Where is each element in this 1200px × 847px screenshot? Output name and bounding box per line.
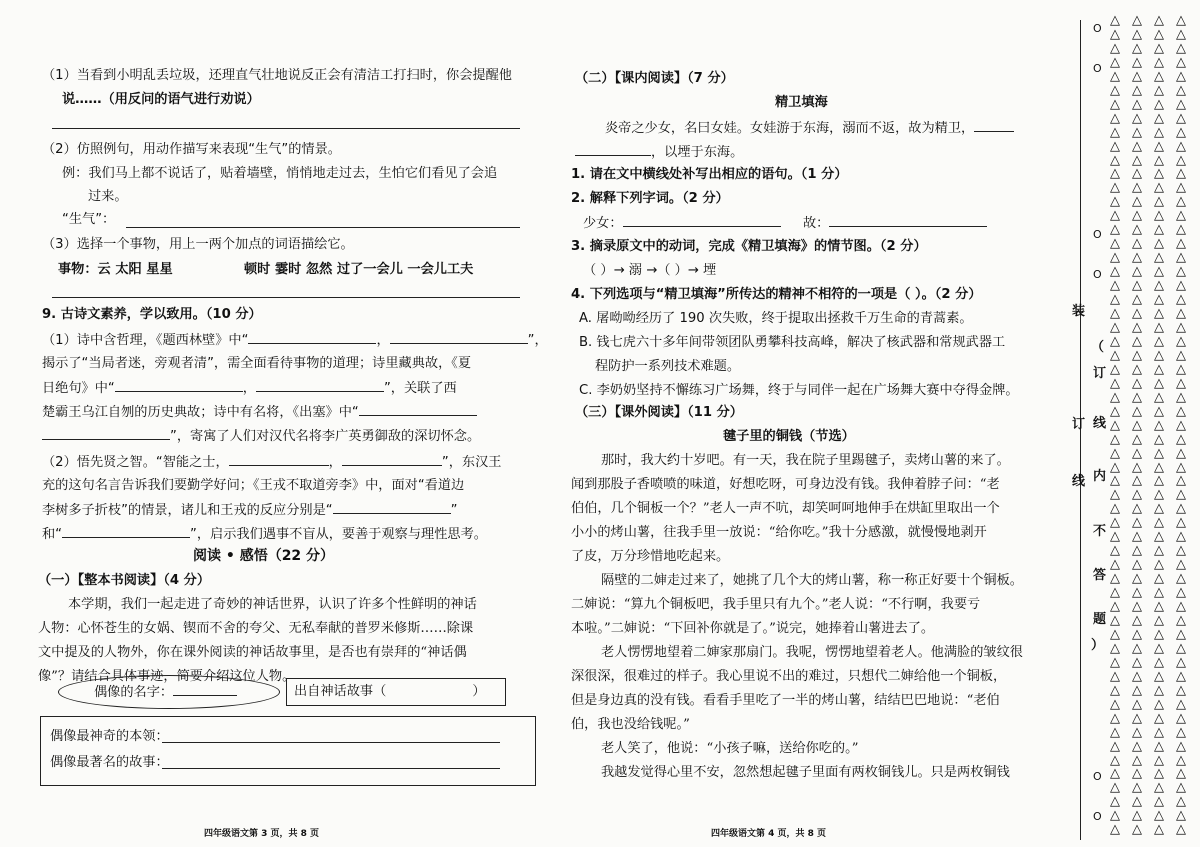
binding-char: 线 — [1093, 416, 1107, 431]
classical-text: 炎帝之少女，名曰女娃。女娃游于东海，溺而不返，故为精卫， — [605, 119, 1014, 138]
idol-detail-box — [40, 716, 536, 786]
q8-3-words: 顿时 霎时 忽然 过了一会儿 一会儿工夫 — [244, 262, 474, 277]
answer-line[interactable] — [162, 742, 500, 743]
triangle-pattern-icon: △ △ △ △ △ △ △ △ △ △ △ △ △ △ △ △ △ △ △ △ △ △ △ △ △ △ △ △ △ △ △ △ △ △ △ △ △ △ △ △ △ △ △ △ △ △ △ △ △ △ △ △ △ △ △ △ △ △ △ — [1132, 13, 1142, 838]
binding-char: 内 — [1093, 469, 1107, 484]
q8-3-line1: （3）选择一个事物，用上一两个加点的词语描绘它。 — [42, 237, 354, 252]
binding-hole-icon: O — [1093, 810, 1102, 823]
q9-1-b: 揭示了“当局者迷，旁观者清”，需全面看待事物的道理；诗里藏典故，《夏 — [42, 356, 472, 371]
binding-hole-icon: O — [1093, 22, 1102, 35]
question-1: 1. 请在文中横线处补写出相应的语句。（1 分） — [571, 167, 848, 182]
page-footer: 四年级语文第 3 页，共 8 页 — [204, 829, 320, 839]
story-para: 本啦。”二婶说：“下回补你就是了。”说完，她捧着山薯进去了。 — [571, 621, 935, 636]
answer-line[interactable] — [52, 297, 520, 298]
story-para: 深很深，很难过的样子。我心里说不出的难过，只想代二婶给他一个铜板， — [571, 669, 1007, 684]
part1-para: 本学期，我们一起走进了奇妙的神话世界，认识了许多个性鲜明的神话 — [68, 597, 477, 612]
story-title: 毽子里的铜钱（节选） — [723, 429, 855, 444]
story-para: 老人愣愣地望着二婶家那扇门。我呢，愣愣地望着老人。他满脸的皱纹很 — [601, 645, 1023, 660]
binding-char: 装 — [1072, 304, 1086, 319]
part1-para: 像”？请结合具体事迹，简要介绍这位人物。 — [38, 669, 296, 684]
option-a[interactable]: A. 屠呦呦经历了 190 次失败，终于提取出拯救千万生命的青蒿素。 — [579, 311, 973, 326]
text-title: 精卫填海 — [775, 95, 828, 110]
q9-1-a: （1）诗中含哲理，《题西林壁》中“ ， ”， — [42, 333, 548, 348]
part1-para: 人物：心怀苍生的女娲、锲而不舍的夸父、无私奉献的普罗米修斯……除课 — [38, 621, 474, 636]
q2-a: 少女： — [583, 214, 781, 233]
option-b-cont: 程防护一系列技术难题。 — [595, 359, 741, 374]
binding-hole-icon: O — [1093, 268, 1102, 281]
part1-title: （一）【整本书阅读】（4 分） — [38, 573, 211, 588]
story-para: 二婶说：“算九个铜板吧，我手里只有九个。”老人说：“不行啊，我要亏 — [571, 597, 981, 612]
q8-1-line1: （1）当看到小明乱丢垃圾，还理直气壮地说反正会有清洁工打扫时，你会提醒他 — [42, 68, 512, 83]
idol-story-label: 偶像最著名的故事： — [50, 755, 169, 770]
q9-title: 9. 古诗文素养，学以致用。（10 分） — [42, 307, 262, 322]
binding-char: 订 — [1072, 417, 1086, 432]
binding-char: 订 — [1093, 366, 1107, 381]
option-b[interactable]: B. 钱七虎六十多年间带领团队勇攀科技高峰，解决了核武器和常规武器工 — [579, 335, 1006, 350]
story-source-label: 出自神话故事（ ） — [294, 684, 486, 699]
q8-2-line1: （2）仿照例句，用动作描写来表现“生气”的情景。 — [42, 142, 341, 157]
triangle-pattern-icon: △ △ △ △ △ △ △ △ △ △ △ △ △ △ △ △ △ △ △ △ △ △ △ △ △ △ △ △ △ △ △ △ △ △ △ △ △ △ △ △ △ △ △ △ △ △ △ △ △ △ △ △ △ △ △ △ △ △ △ — [1110, 13, 1120, 838]
binding-char: 题 — [1093, 612, 1107, 627]
story-para: 小小的烤山薯，往我手里一放说：“给你吃。”我十分感激，就慢慢地剥开 — [571, 525, 987, 540]
question-3: 3. 摘录原文中的动词，完成《精卫填海》的情节图。（2 分） — [571, 239, 927, 254]
classical-text: ，以堙于东海。 — [575, 143, 743, 162]
q9-2-d: 和“ ”，启示我们遇事不盲从，要善于观察与理性思考。 — [42, 527, 487, 542]
story-para: 闻到那股子香喷喷的味道，好想吃呀，可身边没有钱。我伸着脖子问：“老 — [571, 477, 1000, 492]
story-para: 但是身边真的没有钱。看看手里吃了一半的烤山薯，结结巴巴地说：“老伯 — [571, 693, 1000, 708]
story-para: 隔壁的二婶走过来了，她挑了几个大的烤山薯，称一称正好要十个铜板。 — [601, 573, 1023, 588]
q8-2-label: “生气”： — [62, 212, 116, 227]
triangle-pattern-icon: △ △ △ △ △ △ △ △ △ △ △ △ △ △ △ △ △ △ △ △ △ △ △ △ △ △ △ △ △ △ △ △ △ △ △ △ △ △ △ △ △ △ △ △ △ △ △ △ △ △ △ △ △ △ △ △ △ △ △ — [1154, 13, 1164, 838]
question-2: 2. 解释下列字词。（2 分） — [571, 191, 729, 206]
story-para: 伯伯，几个铜板一个？”老人一声不吭，却笑呵呵地伸手在烘缸里取出一个 — [571, 501, 1000, 516]
q2-b: 故： — [803, 214, 987, 233]
q8-2-example: 例：我们马上都不说话了，贴着墙壁，悄悄地走过去，生怕它们看见了会追 — [62, 166, 498, 181]
binding-char: 不 — [1093, 524, 1107, 539]
binding-hole-icon: O — [1093, 62, 1102, 75]
answer-line[interactable] — [52, 128, 520, 129]
part3-title: （三）【课外阅读】（11 分） — [575, 405, 743, 420]
story-para: 了皮，万分珍惜地吃起来。 — [571, 549, 730, 564]
q8-1-line2: 说……（用反问的语气进行劝说） — [62, 92, 260, 107]
q9-2-b: 充的这句名言告诉我们要勤学好问；《王戎不取道旁李》中，面对“看道边 — [42, 478, 465, 493]
q9-2-c: 李树多子折枝”的情景，诸儿和王戎的反应分别是“ ” — [42, 503, 458, 518]
page-footer: 四年级语文第 4 页，共 8 页 — [711, 829, 827, 839]
binding-char: 线 — [1072, 474, 1086, 489]
section-reading-title: 阅读 • 感悟（22 分） — [193, 548, 335, 564]
q9-1-d: 楚霸王乌江自刎的历史典故；诗中有名将，《出塞》中“ — [42, 403, 477, 422]
binding-paren: ） — [1091, 638, 1105, 653]
part1-para: 文中提及的人物外，你在课外阅读的神话故事里，是否也有崇拜的“神话偶 — [38, 645, 467, 660]
q9-1-e: ”，寄寓了人们对汉代名将李广英勇御敌的深切怀念。 — [42, 427, 480, 446]
part2-title: （二）【课内阅读】（7 分） — [575, 71, 734, 86]
story-para: 伯，我也没给钱呢。” — [571, 717, 690, 732]
q9-2-a: （2）悟先贤之智。“智能之士， ， ”，东汉王 — [42, 455, 502, 470]
q8-3-things: 事物：云 太阳 星星 — [58, 262, 173, 277]
q9-1-c: 日绝句》中“ ， ”，关联了西 — [42, 381, 457, 396]
question-4: 4. 下列选项与“精卫填海”所传达的精神不相符的一项是（ ）。（2 分） — [571, 287, 982, 302]
story-para: 那时，我大约十岁吧。有一天，我在院子里踢毽子，卖烤山薯的来了。 — [601, 453, 1010, 468]
idol-skill-label: 偶像最神奇的本领： — [50, 729, 169, 744]
idol-name-label: 偶像的名字： — [94, 683, 237, 702]
answer-line[interactable] — [126, 227, 520, 228]
answer-line[interactable] — [162, 768, 500, 769]
binding-hole-icon: O — [1093, 770, 1102, 783]
story-para: 老人笑了，他说：“小孩子嘛，送给你吃的。” — [601, 741, 859, 756]
binding-paren: （ — [1091, 340, 1105, 355]
triangle-pattern-icon: △ △ △ △ △ △ △ △ △ △ △ △ △ △ △ △ △ △ △ △ △ △ △ △ △ △ △ △ △ △ △ △ △ △ △ △ △ △ △ △ △ △ △ △ △ △ △ △ △ △ △ △ △ △ △ △ △ △ △ — [1176, 13, 1186, 838]
q3-chain: （ ）→ 溺 →（ ）→ 堙 — [583, 263, 717, 278]
binding-char: 答 — [1093, 568, 1107, 583]
story-para: 我越发觉得心里不安，忽然想起毽子里面有两枚铜钱儿。只是两枚铜钱 — [601, 765, 1010, 780]
q8-2-example-cont: 过来。 — [88, 189, 128, 204]
binding-hole-icon: O — [1093, 228, 1102, 241]
option-c[interactable]: C. 李奶奶坚持不懈练习广场舞，终于与同伴一起在广场舞大赛中夺得金牌。 — [579, 383, 1019, 398]
